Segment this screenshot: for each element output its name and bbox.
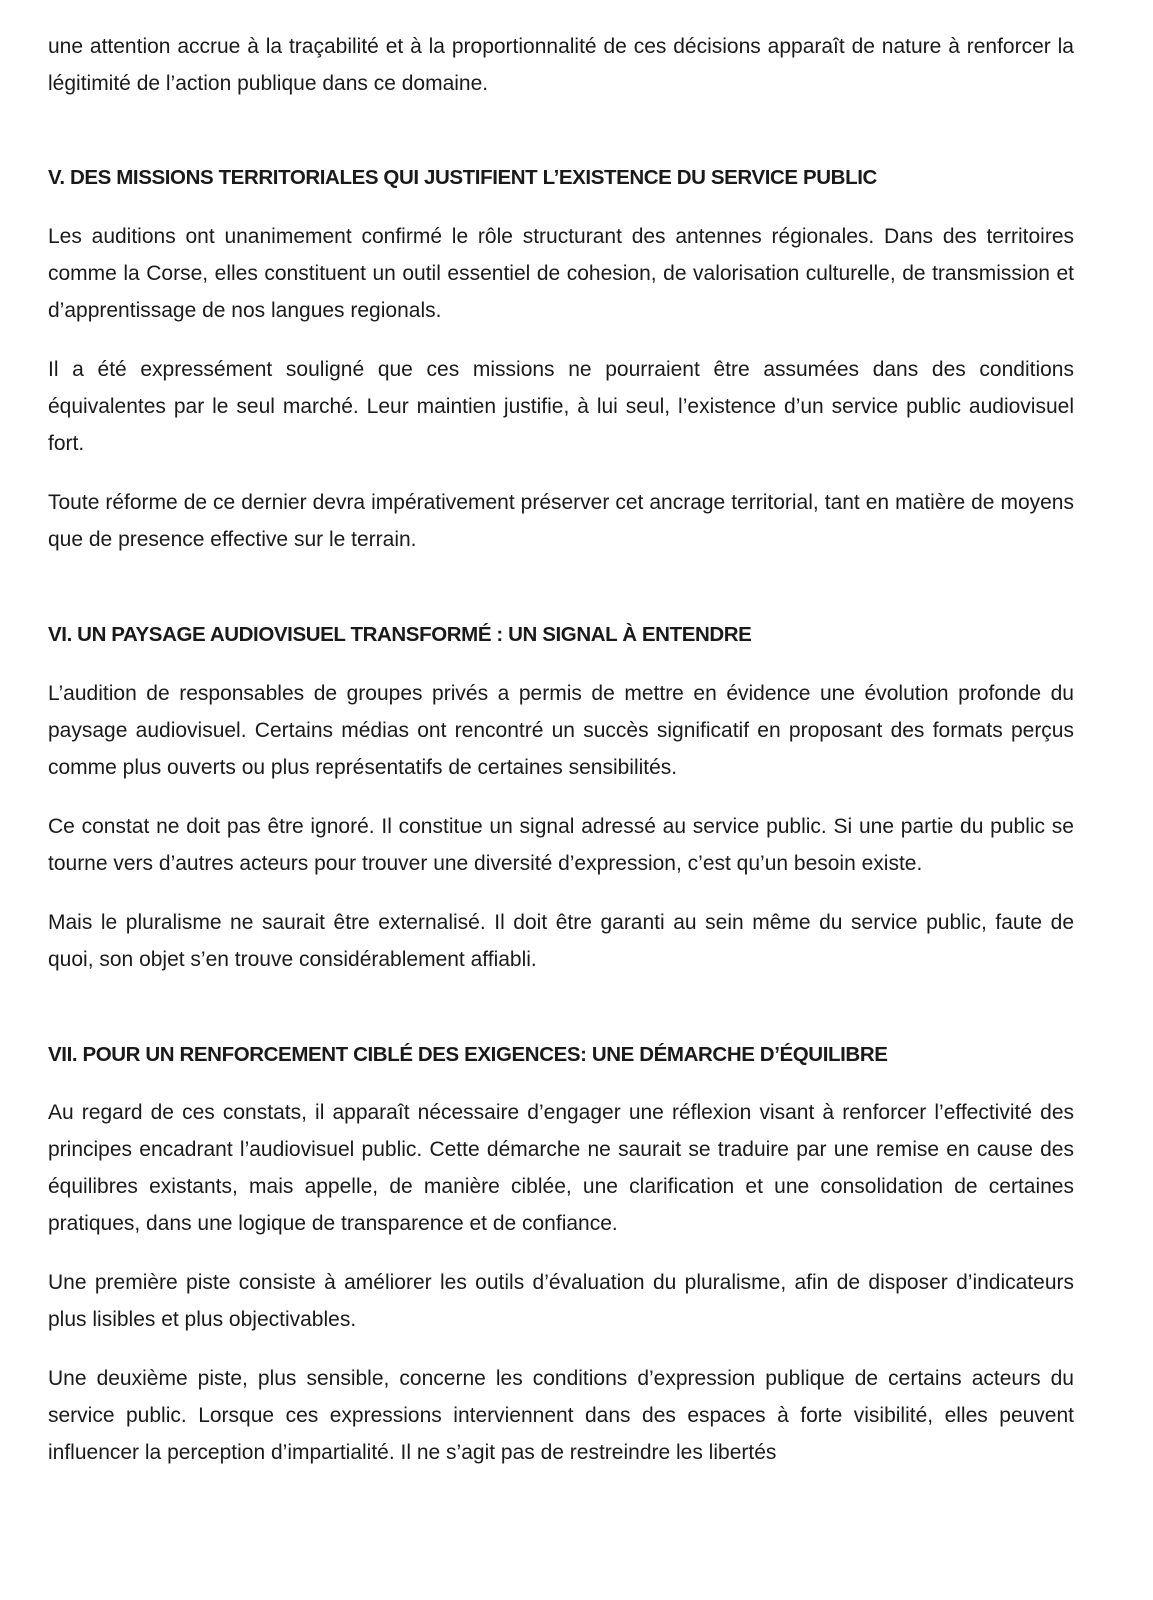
section-vii-heading: VII. POUR UN RENFORCEMENT CIBLÉ DES EXIGENCES: UNE DÉMARCHE D’ÉQUILIBRE: [48, 1043, 888, 1066]
section-vi-paragraph-1: L’audition de responsables de groupes privés a permis de mettre en évidence une évolution profonde du paysage audiovisuel. Certains médias ont rencontré un succès significatif en proposant des formats perçus comme plus ouverts ou plus représentatifs de certaines sensibilités.: [48, 682, 1074, 779]
section-v-paragraph-3: Toute réforme de ce dernier devra impérativement préserver cet ancrage territorial, tant en matière de moyens que de presence effective sur le terrain.: [48, 491, 1074, 551]
section-v-paragraph-1: Les auditions ont unanimement confirmé le rôle structurant des antennes régionales. Dans des territoires comme la Corse, elles constituent un outil essentiel de cohesion, de valorisation culturelle, de transmission et d’apprentissage de nos langues regionals.: [48, 225, 1074, 322]
section-vii-paragraph-1: Au regard de ces constats, il apparaît nécessaire d’engager une réflexion visant à renforcer l’effectivité des principes encadrant l’audiovisuel public. Cette démarche ne saurait se traduire par une remise en cause des équilibres existants, mais appelle, de manière ciblée, une clarification et une consolidation de certaines pratiques, dans une logique de transparence et de confiance.: [48, 1101, 1074, 1235]
section-vi-paragraph-3: Mais le pluralisme ne saurait être externalisé. Il doit être garanti au sein même du service public, faute de quoi, son objet s’en trouve considérablement affiabli.: [48, 911, 1074, 971]
section-v-heading: V. DES MISSIONS TERRITORIALES QUI JUSTIFIENT L’EXISTENCE DU SERVICE PUBLIC: [48, 166, 877, 189]
section-vi-paragraph-2: Ce constat ne doit pas être ignoré. Il constitue un signal adressé au service public. Si une partie du public se tourne vers d’autres acteurs pour trouver une diversité d’expression, c’est qu’un besoin existe.: [48, 815, 1074, 875]
document-body: [48, 28, 1074, 1471]
intro-paragraph: une attention accrue à la traçabilité et à la proportionnalité de ces décisions apparaît de nature à renforcer la légitimité de l’action publique dans ce domaine.: [48, 35, 1074, 95]
section-vii-paragraph-3: Une deuxième piste, plus sensible, concerne les conditions d’expression publique de certains acteurs du service public. Lorsque ces expressions interviennent dans des espaces à forte visibilité, elles peuvent influencer la perception d’impartialité. Il ne s’agit pas de restreindre les libertés: [48, 1367, 1074, 1464]
section-v-paragraph-2: Il a été expressément souligné que ces missions ne pourraient être assumées dans des conditions équivalentes par le seul marché. Leur maintien justifie, à lui seul, l’existence d’un service public audiovisuel fort.: [48, 358, 1074, 455]
section-vi-heading: VI. UN PAYSAGE AUDIOVISUEL TRANSFORMÉ : UN SIGNAL À ENTENDRE: [48, 623, 752, 646]
section-vii-paragraph-2: Une première piste consiste à améliorer les outils d’évaluation du pluralisme, afin de disposer d’indicateurs plus lisibles et plus objectivables.: [48, 1271, 1074, 1331]
